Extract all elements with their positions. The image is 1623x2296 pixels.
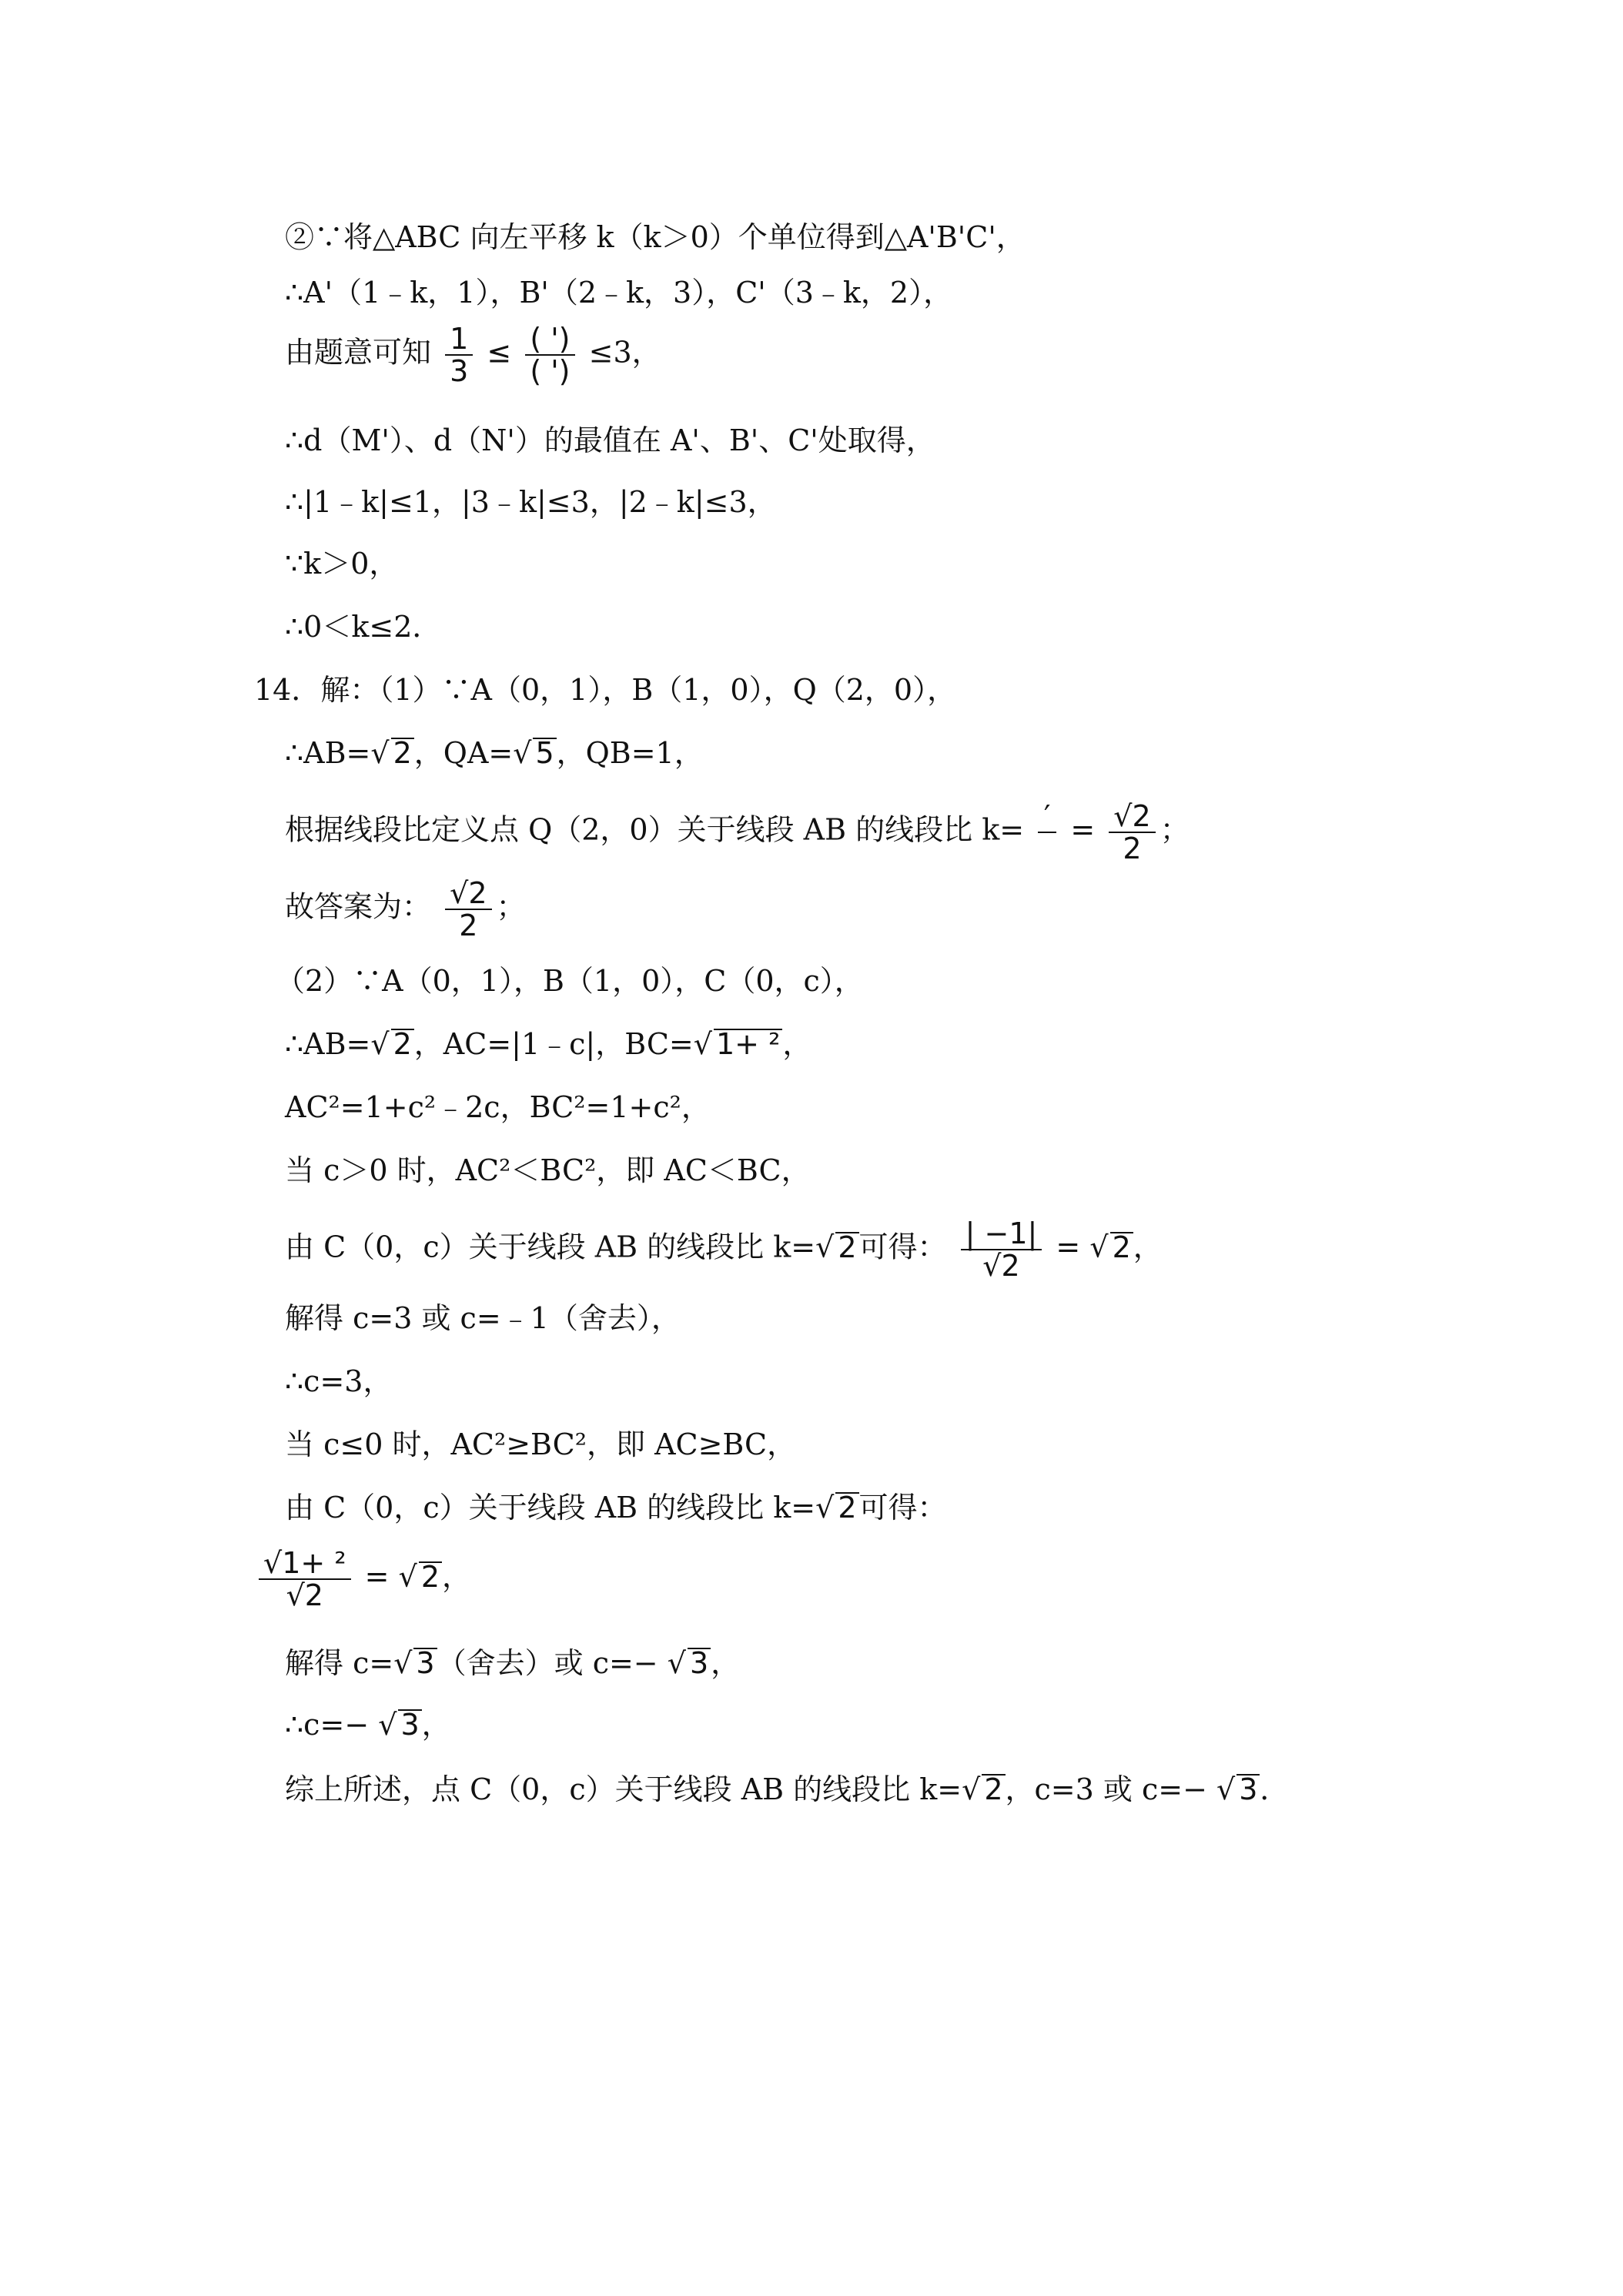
den: 2	[459, 909, 478, 942]
sqrt-icon: √	[815, 1491, 835, 1525]
line-3	[285, 323, 661, 387]
eq: =	[1070, 812, 1096, 847]
line-11	[285, 878, 526, 941]
sqrt-icon: √	[263, 1546, 283, 1580]
text: 解得 c=3 或 c=﹣1（舍去），	[285, 1301, 681, 1335]
rad: 2	[304, 1578, 323, 1612]
le: ≤	[487, 335, 512, 370]
text: ∴AB=	[285, 1027, 371, 1061]
sqrt2: 2	[419, 1561, 442, 1591]
sqrt2: 2	[982, 1774, 1005, 1803]
comma: ，	[442, 1559, 472, 1594]
sqrt2: 2	[391, 738, 414, 767]
num: ′	[1038, 801, 1056, 833]
sqrt-icon: √	[378, 1708, 397, 1742]
text: 由 C（0，c）关于线段 AB 的线段比 k=	[285, 1230, 816, 1264]
line-7	[285, 608, 441, 645]
rad: 2	[1001, 1249, 1020, 1283]
comma: ，	[1133, 1230, 1163, 1264]
sqrt3: 3	[688, 1648, 711, 1677]
semi: ；	[496, 889, 526, 924]
line-24	[285, 1771, 1289, 1808]
line-14	[285, 1089, 711, 1126]
sqrt2: 2	[1110, 1232, 1133, 1261]
qa: ，QA=	[413, 736, 514, 770]
text: ②∵将△ABC 向左平移 k（k＞0）个单位得到△A'B'C'，	[285, 220, 1026, 254]
sqrt-icon: √	[667, 1646, 686, 1680]
text: ∴d（M'）、d（N'）的最值在 A'、B'、C'处取得，	[285, 423, 935, 457]
ke-tail: 可得：	[858, 1491, 947, 1525]
text: （2）∵A（0，1），B（1，0），C（0，c），	[276, 964, 864, 998]
line-16	[285, 1218, 1163, 1281]
fraction-abs	[961, 1218, 1042, 1281]
fraction-d	[525, 323, 574, 387]
sqrt-icon: √	[1113, 799, 1133, 833]
c3: ，c=3 或 c=−	[1005, 1772, 1207, 1806]
text: ∴|1﹣k|≤1，|3﹣k|≤3，|2﹣k|≤3，	[285, 485, 777, 519]
minus: −	[344, 1708, 370, 1742]
sqrt-icon: √	[815, 1230, 835, 1264]
comma: ，	[421, 1708, 451, 1742]
line-19	[285, 1426, 796, 1463]
sqrt2: 2	[835, 1492, 858, 1521]
le3: ≤3，	[588, 335, 661, 370]
sqrt-icon: √	[513, 736, 532, 770]
sqrt-icon: √	[370, 736, 390, 770]
text: 故答案为：	[285, 889, 432, 924]
line-15	[285, 1152, 811, 1189]
sqrt3: 3	[398, 1709, 421, 1739]
semi: ；	[1160, 812, 1190, 847]
text: ∴AB=	[285, 736, 371, 770]
text: ∴c=3，	[285, 1364, 393, 1398]
line-22	[285, 1645, 740, 1682]
line-21	[254, 1548, 471, 1611]
shequ: （舍去）或 c=−	[437, 1646, 658, 1680]
line-20	[285, 1489, 947, 1526]
comma: ，	[782, 1027, 812, 1061]
text: 14．解：（1）∵A（0，1），B（1，0），Q（2，0），	[254, 673, 957, 707]
line-5	[285, 484, 777, 520]
period: ．	[1260, 1772, 1290, 1806]
sqrt-icon: √	[1089, 1230, 1109, 1264]
line-18	[285, 1363, 392, 1400]
text: 根据线段比定义点 Q（2，0）关于线段 AB 的线段比 k=	[285, 812, 1025, 847]
rad: 1+ ²	[282, 1546, 346, 1580]
sqrt-icon: √	[982, 1249, 1002, 1283]
fraction-ratio	[1038, 801, 1056, 864]
comma: ，	[711, 1646, 741, 1680]
fraction-one-third	[445, 323, 473, 387]
num: | −1|	[961, 1218, 1042, 1250]
sqrt-icon: √	[393, 1646, 413, 1680]
num	[1109, 801, 1155, 833]
sqrt-icon: √	[370, 1027, 390, 1061]
rad: 2	[1132, 799, 1151, 833]
text: AC²=1+c²﹣2c，BC²=1+c²，	[285, 1090, 711, 1124]
den: ( ')	[530, 354, 571, 388]
text: 当 c＞0 时，AC²＜BC²，即 AC＜BC，	[285, 1153, 811, 1187]
ac: ，AC=|1﹣c|，BC=	[413, 1027, 694, 1061]
line-2	[285, 274, 952, 311]
den: 2	[1123, 832, 1142, 865]
text: ∴0＜k≤2．	[285, 610, 442, 644]
num	[259, 1548, 351, 1580]
sqrt2: 2	[835, 1232, 858, 1261]
bc-rad: 1+ ²	[714, 1029, 782, 1058]
fraction-bc-over-root2	[259, 1548, 351, 1611]
text: 综上所述，点 C（0，c）关于线段 AB 的线段比 k=	[285, 1772, 962, 1806]
line-23	[285, 1706, 451, 1743]
fraction-root2-over-2	[1109, 801, 1155, 864]
sqrt-icon: √	[286, 1578, 305, 1612]
line-13	[285, 1026, 812, 1063]
sqrt2: 2	[391, 1029, 414, 1058]
line-17	[285, 1300, 681, 1337]
text: ∵k＞0，	[285, 547, 399, 581]
line-4	[285, 422, 935, 459]
den: 3	[450, 354, 469, 388]
rad: 2	[468, 876, 487, 910]
text: 解得 c=	[285, 1646, 394, 1680]
text: 由题意可知	[285, 335, 432, 370]
sqrt3: 3	[1236, 1774, 1260, 1803]
text: 由 C（0，c）关于线段 AB 的线段比 k=	[285, 1491, 816, 1525]
sqrt-icon: √	[398, 1559, 417, 1594]
line-8	[254, 671, 956, 708]
line-1	[285, 219, 1026, 256]
line-6	[285, 545, 398, 582]
num: 1	[445, 323, 473, 356]
sqrt5: 5	[533, 738, 556, 767]
sqrt-icon: √	[450, 876, 469, 910]
sqrt-icon: √	[693, 1027, 712, 1061]
line-10	[285, 801, 1190, 864]
fraction-root2-over-2	[445, 878, 491, 941]
qb: ，QB=1，	[556, 736, 704, 770]
text: 当 c≤0 时，AC²≥BC²，即 AC≥BC，	[285, 1427, 797, 1461]
num	[445, 878, 491, 910]
sqrt3: 3	[413, 1648, 437, 1677]
den	[961, 1250, 1042, 1281]
ke-tail: 可得：	[858, 1230, 947, 1264]
den	[259, 1580, 351, 1611]
eq: =	[364, 1559, 390, 1594]
line-9	[285, 735, 704, 771]
text: ∴c=	[285, 1708, 345, 1742]
eq: =	[1056, 1230, 1081, 1264]
num: ( ')	[525, 323, 574, 356]
den	[1038, 833, 1056, 864]
sqrt-icon: √	[962, 1772, 981, 1806]
line-12	[276, 962, 864, 999]
text: ∴A'（1﹣k，1），B'（2﹣k，3），C'（3﹣k，2），	[285, 276, 953, 310]
sqrt-icon: √	[1216, 1772, 1236, 1806]
